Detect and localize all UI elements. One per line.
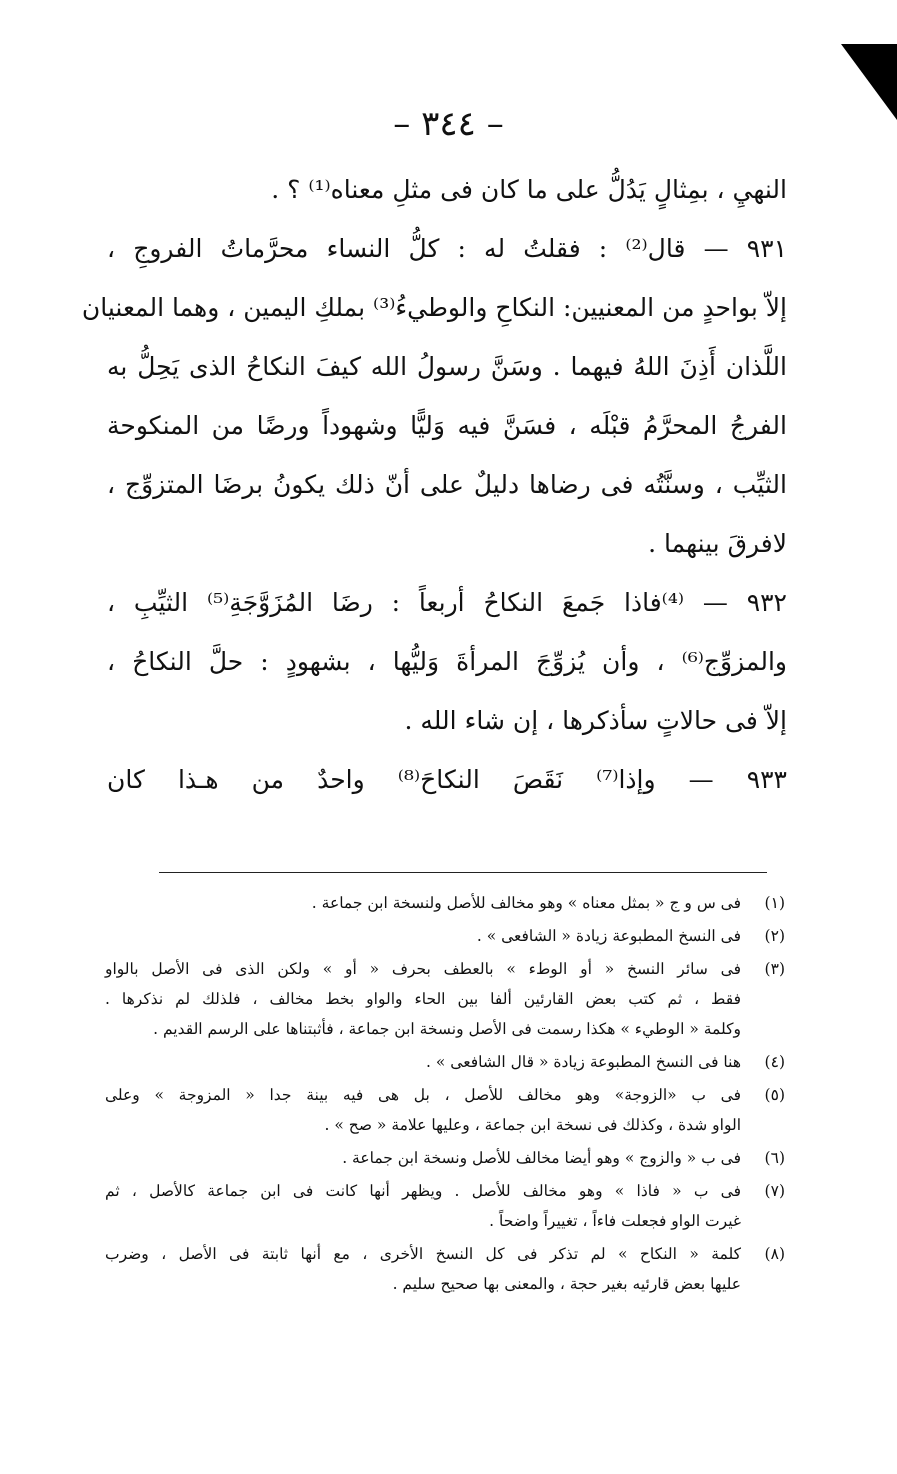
text-line: ٩٣١ — قال⁽²⁾ : فقلتُ له : كلُّ النساء محرَّماتُ الفروجِ ، xyxy=(107,234,788,263)
text-line: والمزوِّج⁽⁶⁾ ، وأن يُزوِّجَ المرأةَ وَليُّها ، بشهودٍ : حلَّ النكاحُ ، xyxy=(107,647,787,676)
footnote-2 xyxy=(105,921,785,951)
text-line: إلاّ فى حالاتٍ سأذكرها ، إن شاء الله . xyxy=(404,706,787,735)
footnote-line: فى ب « والزوج » وهو أيضا مخالف للأصل ونسخة ابن جماعة . xyxy=(342,1149,741,1167)
footnote-divider xyxy=(159,872,767,873)
footnote-line: عليها بعض قارئيه بغير حجة ، والمعنى بها صحيح سليم . xyxy=(392,1275,741,1293)
footnote-1 xyxy=(105,888,785,918)
footnote-number: (٦) xyxy=(764,1149,785,1167)
footnote-line: فى ب « فاذا » وهو مخالف للأصل . ويظهر أنها كانت فى ابن جماعة كالأصل ، ثم xyxy=(105,1182,741,1200)
footnote-line: كلمة « النكاح » لم تذكر فى كل النسخ الأخرى ، مع أنها ثابتة فى الأصل ، وضرب xyxy=(105,1245,741,1263)
page-number: – ٣٤٤ – xyxy=(393,104,504,144)
text-line: اللَّذان أَذِنَ اللهُ فيهما . وسَنَّ رسولُ الله كيفَ النكاحُ الذى يَحِلُّ به xyxy=(107,352,787,381)
footnote-line: الواو شدة ، وكذلك فى نسخة ابن جماعة ، وعليها علامة « صح » . xyxy=(324,1116,741,1134)
footnote-line: فقط ، ثم كتب بعض القارئين ألفا بين الحاء والواو بخط مخالف ، فلذلك لم نذكرها . xyxy=(105,990,741,1008)
footnote-line: فى س و ج « بمثل معناه » وهو مخالف للأصل ولنسخة ابن جماعة . xyxy=(311,894,741,912)
footnote-number: (١) xyxy=(764,894,785,912)
footnote-4 xyxy=(105,1047,785,1077)
footnote-line: فى ب «الزوجة» وهو مخالف للأصل ، بل هى فيه بينة جدا « المزوجة » وعلى xyxy=(105,1086,741,1104)
footnote-line: فى النسخ المطبوعة زيادة « الشافعى » . xyxy=(476,927,741,945)
footnote-5 xyxy=(105,1080,785,1140)
text-line: ٩٣٢ — ⁽⁴⁾فاذا جَمعَ النكاحُ أربعاً : رضَا المُزَوَّجَةِ⁽⁵⁾ الثيِّبِ ، xyxy=(107,588,787,617)
footnote-3 xyxy=(105,954,785,1044)
footnote-number: (٧) xyxy=(764,1182,785,1200)
footnote-number: (٣) xyxy=(764,960,785,978)
footnote-line: فى سائر النسخ « أو الوطء » بالعطف بحرف « أو » ولكن الذى فى الأصل بالواو xyxy=(105,960,741,978)
footnote-6 xyxy=(105,1143,785,1173)
footnote-8 xyxy=(105,1239,785,1299)
text-line: الثيِّب ، وسنَّتُه فى رضاها دليلٌ على أنّ ذلك يكونُ برضَا المتزوِّج ، xyxy=(107,470,787,499)
footnote-number: (٨) xyxy=(764,1245,785,1263)
text-line: لافرقَ بينهما . xyxy=(648,529,787,558)
footnote-line: غيرت الواو فجعلت فاءاً ، تغييراً واضحاً . xyxy=(489,1212,741,1230)
text-line: إلاّ بواحدٍ من المعنيين: النكاحِ والوطيءُ⁽³⁾ بملكِ اليمين ، وهما المعنيان xyxy=(81,293,787,322)
footnote-line: هنا فى النسخ المطبوعة زيادة « قال الشافعى » . xyxy=(426,1053,741,1071)
text-line: النهيِ ، بمِثالٍ يَدُلُّ على ما كان فى مثلِ معناه⁽¹⁾ ؟ . xyxy=(271,175,787,204)
footnote-line: وكلمة « الوطيء » هكذا رسمت فى الأصل ونسخة ابن جماعة ، فأثبتناها على الرسم القديم . xyxy=(153,1020,741,1038)
footnote-number: (٥) xyxy=(764,1086,785,1104)
footnote-7 xyxy=(105,1176,785,1236)
text-line: الفرجُ المحرَّمُ قبْلَه ، فسَنَّ فيه وَليًّا وشهوداً ورضًا من المنكوحة xyxy=(107,411,787,440)
text-line: ٩٣٣ — وإذا⁽⁷⁾ نَقَصَ النكاحَ⁽⁸⁾ واحدٌ من هـذا كان xyxy=(107,765,787,794)
footnotes xyxy=(105,888,785,1302)
footnote-number: (٤) xyxy=(764,1053,785,1071)
main-text xyxy=(81,160,788,809)
footnote-number: (٢) xyxy=(764,927,785,945)
